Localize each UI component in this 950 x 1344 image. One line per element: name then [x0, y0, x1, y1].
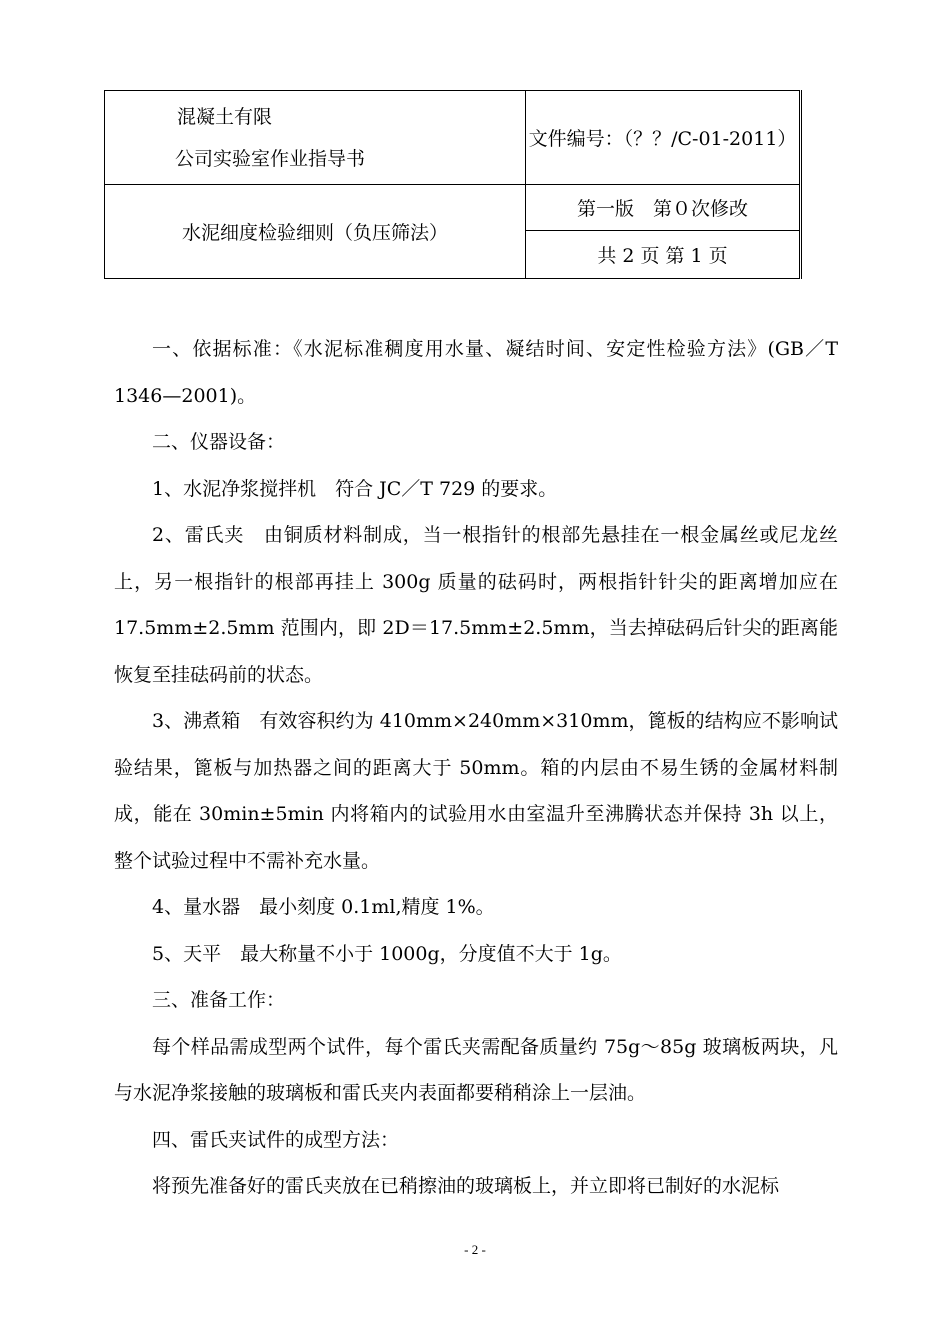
- page-count-cell: 共 2 页 第 1 页: [526, 231, 801, 279]
- page-number: - 2 -: [464, 1242, 486, 1257]
- molding-paragraph: 将预先准备好的雷氏夹放在已稍擦油的玻璃板上，并立即将已制好的水泥标: [152, 1175, 780, 1197]
- company-cell: [105, 91, 526, 185]
- equipment-item-water-meter: 4、量水器 最小刻度 0.1ml,精度 1%。: [152, 896, 495, 918]
- equipment-item-mixer: 1、水泥净浆搅拌机 符合 JC／T 729 的要求。: [152, 477, 558, 500]
- section-equipment-heading: 二、仪器设备：: [152, 431, 286, 453]
- equipment-item-le-chatelier: 2、雷氏夹 由铜质材料制成，当一根指针的根部先悬挂在一根金属丝或尼龙丝上，另一根指针的根部再挂上 300g 质量的砝码时，两根指针针尖的距离增加应在 17.5mm±2.5mm 范围内，即 2D＝17.5mm±2.5mm，当去掉砝码后针尖的距离能恢复至挂砝码前的状态。: [114, 524, 838, 686]
- company-name-line2: 公司实验室作业指导书: [175, 147, 366, 170]
- document-header-table: [104, 90, 802, 279]
- section-standard: 一、依据标准：《水泥标准稠度用水量、凝结时间、安定性检验方法》(GB／T 1346—2001)。: [114, 338, 838, 407]
- section-preparation-heading: 三、准备工作：: [152, 989, 286, 1011]
- equipment-item-balance: 5、天平 最大称量不小于 1000g，分度值不大于 1g。: [152, 942, 622, 965]
- preparation-paragraph: 每个样品需成型两个试件，每个雷氏夹需配备质量约 75g～85g 玻璃板两块，凡与水泥净浆接触的玻璃板和雷氏夹内表面都要稍稍涂上一层油。: [114, 1035, 838, 1104]
- company-name-line1: 混凝土有限: [177, 105, 273, 128]
- doc-number-cell: 文件编号：（？？/C-01-2011）: [526, 91, 801, 185]
- document-body: [114, 326, 838, 1210]
- doc-title-cell: 水泥细度检验细则（负压筛法）: [105, 185, 526, 279]
- section-molding-heading: 四、雷氏夹试件的成型方法：: [152, 1128, 400, 1151]
- version-cell: 第一版 第０次修改: [526, 185, 801, 231]
- equipment-item-boiling-box: 3、沸煮箱 有效容积约为 410mm×240mm×310mm，篦板的结构应不影响试验结果，篦板与加热器之间的距离大于 50mm。箱的内层由不易生锈的金属材料制成，能在 30min±5min 内将箱内的试验用水由室温升至沸腾状态并保持 3h 以上，整个试验过程中不需补充水量。: [114, 710, 838, 872]
